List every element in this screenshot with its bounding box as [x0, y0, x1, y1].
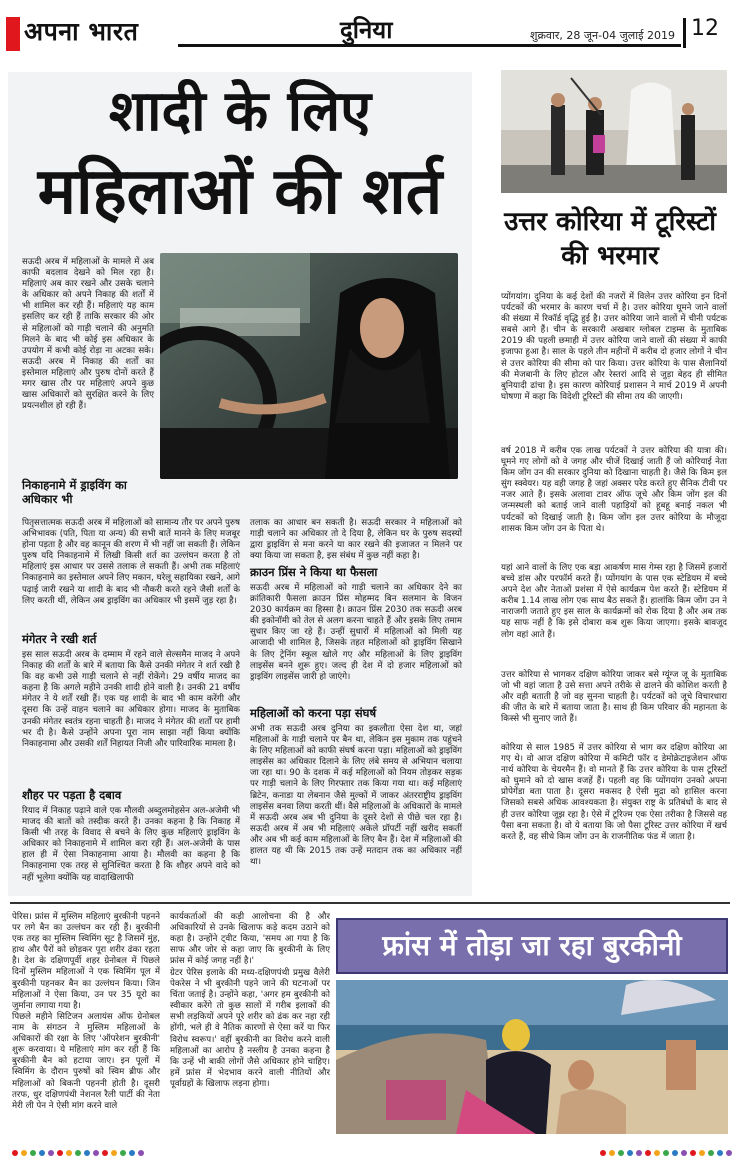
footer-dot: [609, 1150, 615, 1156]
footer-dot: [30, 1150, 36, 1156]
footer-dot: [75, 1150, 81, 1156]
lead-body-2: इस साल सऊदी अरब के दम्माम में रहने वाले सेल्समैन माजद ने अपने निकाह की शर्तों के बारे में बताया कि कैसे उनकी मंगेतर ने शर्त रखी है कि वह कभी उसे गाड़ी चलाने से नहीं रोकेंगे। 29 वर्षीय माजद का कहना है कि अगले महीने उनकी शादी होने वाली है। उनकी 21 वर्षीय मंगेतर ने ये शर्तें रखी हैं। एक यह शादी के बाद भी काम करेंगी और दूसरा कि उन्हें वाहन चलाने का अधिकार होगा। माजद के मुताबिक उनकी मंगेतर स्वतंत्र रहना चाहती है। माजद ने मंगेतर की शर्तों पर हामी भर दी है। कैसे उन्होंने अपना पूरा नाम साझा नहीं किया क्योंकि निकाहनामा और उसकी शर्तें निहायत निजी और पारिवारिक मामला है।: [22, 650, 240, 749]
footer-dot: [726, 1150, 732, 1156]
france-col-1b: पिछले महीने सिटिजन अलायंस ऑफ ग्रेनोबल नाम के संगठन ने मुस्लिम महिलाओं के अधिकारों की रक्षा के लिए 'ऑपरेशन बुरकीनी' शुरू करवाया। ये महिलाएं मांग कर रही हैं कि बुरकीनी बैन को हटाया जाए। इन पूलों में स्विमिंग के दौरान पुरुषों को स्विम ब्रीफ और महिलाओं को बिकनी पहननी होती है। दूसरी तरफ, धुर दक्षिणपंथी नेशनल रैली पार्टी की नेता मेरी ली पेन ने ऐसी मांग करने वाले: [12, 1012, 160, 1111]
footer-dot: [618, 1150, 624, 1156]
lead-body-1: पितृसत्तात्मक सऊदी अरब में महिलाओं को सामान्य तौर पर अपने पुरुष अभिभावक (पति, पिता या अन्य) की सभी बातें मानने के लिए मजबूर होना पड़ता है और वह कानून की शरण में भी नहीं जा सकती हैं। लेकिन पुरुष यदि निकाहनामे में लिखी किसी शर्त का उल्लंघन करता है तो महिलाएं इस आधार पर उससे तलाक ले सकती हैं। अभी तक महिलाएं निकाहनामे का इस्तेमाल अपने लिए मकान, घरेलू सहायिका रखने, आगे पढ़ाई जारी रखने या शादी के बाद भी नौकरी करते रहने जैसी शर्तों के लिए करती थीं, लेकिन अब ड्राइविंग का अधिकार भी इसमें जुड़ रहा है।: [22, 518, 240, 606]
footer-dot: [717, 1150, 723, 1156]
masthead-accent-bar: [6, 17, 20, 51]
footer-dot: [636, 1150, 642, 1156]
footer-dot: [111, 1150, 117, 1156]
lead-body-4: तलाक का आधार बन सकती है। सऊदी सरकार ने महिलाओं को गाड़ी चलाने का अधिकार तो दे दिया है, लेकिन घर के पुरुष सदस्यों द्वारा ड्राइविंग से मना करने या कार रखने की इजाजत न मिलने पर क्या किया जा सकता है, इस संबंध में कुछ नहीं कहा है।: [250, 518, 462, 562]
masthead: अपना भारत: [24, 17, 139, 46]
bottom-section-rule: [10, 902, 730, 904]
nk-para-4: उत्तर कोरिया से भागकर दक्षिण कोरिया जाकर बसे ग्यूंग्ज जू के मुताबिक जो भी वहां जाता है उसे सत्ता अपने तरीके से ढालने की कोशिश करती है और वही बताती है जो वह सुनना चाहती है। पर्यटकों को जूचे विचारधारा की जीत के बारे में बताया जाता है। साथ ही किम परिवार की महानता के किस्से भी सुनाए जाते हैं।: [501, 670, 727, 725]
footer-dot: [138, 1150, 144, 1156]
lead-body-3: रियाद में निकाह पढ़ाने वाले एक मौलवी अब्दुलमोहसेन अल-अजेमी भी माजद की बातों को तस्दीक करते हैं। उनका कहना है कि निकाह में किसी भी तरह के विवाद से बचने के लिए कुछ महिलाएं ड्राइविंग के अधिकार को निकाहनामे में शामिल करा रही हैं। अल-अजेमी के पास हाल ही में ऐसा निकाहनामा आया है। मौलवी का कहना है कि निकाहनामा एक तरह से सुनिश्चित करता है कि शौहर अपने वादे को नहीं भूलेगा क्योंकि यह वादाखिलाफी: [22, 806, 240, 883]
subhead-4: क्राउन प्रिंस ने किया था फैसला: [250, 565, 378, 579]
footer-dot: [12, 1150, 18, 1156]
france-col-1: पेरिस। फ्रांस में मुस्लिम महिलाएं बुरकीनी पहनने पर लगे बैन का उल्लंघन कर रही हैं। बुरकीनी एक तरह का मुस्लिम स्विमिंग सूट है जिसमें मुंह, हाथ और पैरों को छोड़कर पूरा शरीर ढंका रहता है। देश के दक्षिणपूर्वी शहर ग्रेनोबल में पिछले दिनों मुस्लिम महिलाओं ने एक स्विमिंग पूल में बुरकीनी पहनकर बैन का उल्लंघन किया। जिन महिलाओं ने ऐसा किया, उन पर 35 यूरो का जुर्माना लगाया गया है।: [12, 912, 160, 1011]
footer-dot: [681, 1150, 687, 1156]
france-headline: फ्रांस में तोड़ा जा रहा बुरकीनी: [382, 929, 682, 962]
beach-image: [336, 980, 728, 1134]
footer-dot: [57, 1150, 63, 1156]
footer-dot: [66, 1150, 72, 1156]
footer-dot: [663, 1150, 669, 1156]
page-number: 12: [691, 16, 719, 41]
woman-driving-image: [160, 253, 458, 479]
footer-dot: [21, 1150, 27, 1156]
footer-dot: [699, 1150, 705, 1156]
footer-dot: [690, 1150, 696, 1156]
lead-headline-line2: महिलाओं की शर्त: [37, 154, 443, 229]
france-col-2: कार्यकर्ताओं की कड़ी आलोचना की है और अधिकारियों से उनके खिलाफ कड़े कदम उठाने को कहा है। उन्होंने ट्वीट किया, 'समय आ गया है कि साफ और जोर से कहा जाए कि बुरकीनी के लिए फ्रांस में कोई जगह नहीं है।': [170, 912, 330, 967]
footer-dot: [708, 1150, 714, 1156]
north-korea-headline: उत्तर कोरिया में टूरिस्टों की भरमार: [504, 207, 716, 271]
france-photo: [336, 980, 728, 1134]
footer-dot: [93, 1150, 99, 1156]
footer-dot: [672, 1150, 678, 1156]
lead-body-6: अभी तक सऊदी अरब दुनिया का इकलौता ऐसा देश था, जहां महिलाओं के गाड़ी चलाने पर बैन था, लेकिन इस मुकाम तक पहुंचने के लिए महिलाओं को काफी संघर्ष करना पड़ा। महिलाओं को ड्राइविंग लाइसेंस का अधिकार दिलाने के लिए लंबे समय से अभियान चलाया जा रहा था। 90 के दशक में कई महिलाओं को नियम तोड़कर सड़क पर गाड़ी चलाने के लिए गिरफ्तार तक किया गया था। कई महिलाएं ब्रिटेन, कनाडा या लेबनान जैसे मुल्कों में जाकर अंतरराष्ट्रीय ड्राइविंग लाइसेंस बनवा लिया करती थीं। वैसे महिलाओं के अधिकारों के मामले में सऊदी अरब अब भी दुनिया के दूसरे देशों से पीछे चल रहा है। सऊदी अरब में अब भी महिलाएं अकेले प्रॉपर्टी नहीं खरीद सकतीं और अब भी कई काम महिलाओं के लिए बैन हैं। देश में महिलाओं की हालत यह थी कि 2015 तक उन्हें मतदान तक का अधिकार नहीं था।: [250, 724, 462, 868]
subhead-2: मंगेतर ने रखी शर्त: [22, 632, 97, 646]
page-number-divider: [683, 18, 686, 48]
footer-dot: [627, 1150, 633, 1156]
section-title: दुनिया: [340, 15, 393, 44]
issue-date: शुक्रवार, 28 जून-04 जुलाई 2019: [530, 29, 675, 42]
footer-dot: [102, 1150, 108, 1156]
footer-dot: [645, 1150, 651, 1156]
nk-para-2: वर्ष 2018 में करीब एक लाख पर्यटकों ने उत्तर कोरिया की यात्रा की। घूमने गए लोगों को वे जगह और चीजें दिखाई जाती हैं जो कोरियाई नेता किम जोंग उन की सरकार दुनिया को दिखाना चाहती है। जैसे कि किम इल सुंग स्क्वेयर। यह वही जगह है जहां अक्सर परेड करते हुए सैनिक टीवी पर नजर आते हैं। इसके अलावा टावर ऑफ जूचे और किम जोंग इल की जन्मस्थली को बताई जाने वाली पहाड़ियों को हूबहू बनाई नकल भी पर्यटकों को दिखाई जाती है। किम जोंग इल उत्तर कोरिया के मौजूदा शासक किम जोंग उन के पिता थे।: [501, 446, 727, 534]
footer-dot: [39, 1150, 45, 1156]
tourists-selfie-image: [501, 70, 727, 193]
footer-dot: [129, 1150, 135, 1156]
footer-dot: [600, 1150, 606, 1156]
subhead-3: शौहर पर पड़ता है दबाव: [22, 788, 122, 802]
lead-body-5: सऊदी अरब में महिलाओं को गाड़ी चलाने का अधिकार देने का क्रांतिकारी फैसला क्राउन प्रिंस मोहम्मद बिन सलमान के विजन 2030 कार्यक्रम का हिस्सा है। क्राउन प्रिंस 2030 तक सऊदी अरब की इकोनॉमी को तेल से अलग करना चाहते हैं और इसके लिए तमाम सुधार किए जा रहे हैं। उन्हीं सुधारों में महिलाओं को मिली यह आजादी भी शामिल है, जिसके तहत महिलाओं को ड्राइविंग सिखाने के लिए ट्रेनिंग स्कूल खोले गए और महिलाओं के लिए ड्राइविंग लाइसेंस बनने शुरू हुए। जल्द ही देश में दो हजार महिलाओं को ड्राइविंग लाइसेंस जारी हो जाएंगे।: [250, 583, 462, 682]
lead-photo: [160, 253, 458, 479]
subhead-5: महिलाओं को करना पड़ा संघर्ष: [250, 706, 377, 720]
north-korea-photo: [501, 70, 727, 193]
footer-dot: [84, 1150, 90, 1156]
nk-para-1: प्योंगयांग। दुनिया के कई देशों की नजरों में विलेन उत्तर कोरिया इन दिनों पर्यटकों की भरमार के कारण चर्चा में है। उत्तर कोरिया घूमने जाने वालों की संख्या में रिकॉर्ड वृद्धि हुई है। उत्तर कोरिया जाने वालों में चीनी पर्यटक सबसे आगे हैं। चीन के सरकारी अखबार ग्लोबल टाइम्स के मुताबिक 2019 की पहली छमाही में उत्तर कोरिया जाने वालों की संख्या में काफी इजाफा हुआ है। साल के पहले तीन महीनों में करीब दो हजार लोगों ने चीन से उत्तर कोरिया की सीमा को पार किया। उत्तर कोरिया के पास सैलानियों की मेजबानी के लिए होटल और रेस्तरां आदि से जुड़ा बेहद ही सीमित बुनियादी ढांचा है। इस कारण कोरियाई प्रशासन ने मार्च 2019 में अपनी घोषणा में कहा कि विदेशी टूरिस्टों की सीमा तय की जाएगी।: [501, 292, 727, 402]
lead-intro: सऊदी अरब में महिलाओं के मामले में अब काफी बदलाव देखने को मिल रहा है। महिलाएं अब कार रखने और उसके चलाने के अधिकार को अपने निकाह की शर्तों में भी शामिल कर रही हैं। महिलाएं यह काम इसलिए कर रही हैं ताकि सरकार की ओर से महिलाओं को गाड़ी चलाने की अनुमति मिलने के बाद भी कोई इस अधिकार के उपयोग में कभी कोई रोड़ा ना अटका सके। सऊदी अरब में निकाह की शर्तों का इस्तेमाल महिलाएं और पुरुष दोनों करते हैं मगर खास तौर पर महिलाएं अपने कुछ खास अधिकारों को सुरक्षित करने के लिए प्रयत्नशील हो रही हैं।: [22, 257, 154, 412]
footer-dots-left: [12, 1141, 147, 1153]
subhead-1: निकाहनामे में ड्राइविंग का अधिकार भी: [22, 478, 127, 506]
footer-dot: [120, 1150, 126, 1156]
footer-dot: [654, 1150, 660, 1156]
nk-para-5: कोरिया से साल 1985 में उत्तर कोरिया से भाग कर दक्षिण कोरिया आ गए थे। वो आज दक्षिण कोरिया में कमिटी फॉर द डेमोक्रेटाइजेशन ऑफ नार्थ कोरिया के चेयरमैन हैं। वो मानते हैं कि उत्तर कोरिया के पास टूरिस्टों को घुमाने को दो खास वजहें हैं। पहली वह कि प्योंगयांग उनको अपना प्रोपेगेंडा बता पाता है। दूसरा मकसद है ऐसी मुद्रा को हासिल करना जिसको सबसे अधिक आवश्यकता है। संयुक्त राष्ट्र के प्रतिबंधों के बाद से ही उत्तर कोरिया जूझ रहा है। ऐसे में टूरिज्म एक ऐसा तरीका है जिससे वह पैसा बना सकता है। वो ये बताया कि जो पैसा टूरिस्ट उत्तर कोरिया में खर्च करते हैं, वह सीधे किम जोंग उन के राजनीतिक फंड में जाता है।: [501, 743, 727, 842]
footer-dot: [48, 1150, 54, 1156]
lead-headline-line1: शादी के लिए: [108, 78, 372, 144]
france-col-2b: ग्रेटर पेरिस इलाके की मध्य-दक्षिणपंथी प्रमुख वैलेरी पेकरेस ने भी बुरकीनी पहने जाने की घटनाओं पर चिंता जताई है। उन्होंने कहा, 'अगर हम बुरकीनी को स्वीकार करेंगे तो कुछ सालों में गरीब इलाकों की सभी लड़कियों अपने पूरे शरीर को ढंक कर नहा रही होंगी, भले ही वे नैतिक कारणों से ऐसा करें या फिर विरोध स्वरूप।' वहीं बुरकीनी का विरोध करने वाली महिलाओं का आरोप है नस्लीय है उनका कहना है कि उन्हें भी बाकी लोगों जैसे अधिकार होने चाहिए। हमें फ्रांस में भेदभाव करने वाली नीतियों और पूर्वाग्रहों के खिलाफ लड़ना होगा।: [170, 968, 330, 1089]
header-rule: [178, 44, 681, 47]
footer-dots-right: [600, 1141, 735, 1153]
nk-para-3: यहां आने वालों के लिए एक बड़ा आकर्षण मास गेम्स रहा है जिसमें हजारों बच्चे डांस और परफॉर्म करते हैं। प्योंगयांग के पास एक स्टेडियम में बच्चे अपने देश और नेताओं प्रशंसा में ऐसे कार्यक्रम पेश करते हैं। स्टेडियम में करीब 1.14 लाख लोग एक साथ बैठ सकते हैं। हालांकि किम जोंग उन ने नाराजगी जताते हुए इस साल के कार्यक्रमों को रोक दिया है और अब तक यह साफ नहीं है कि इसे दोबारा कब शुरू किया जाएगा। इसके बावजूद लोग वहां आते हैं।: [501, 563, 727, 640]
france-headline-box: [336, 918, 728, 974]
